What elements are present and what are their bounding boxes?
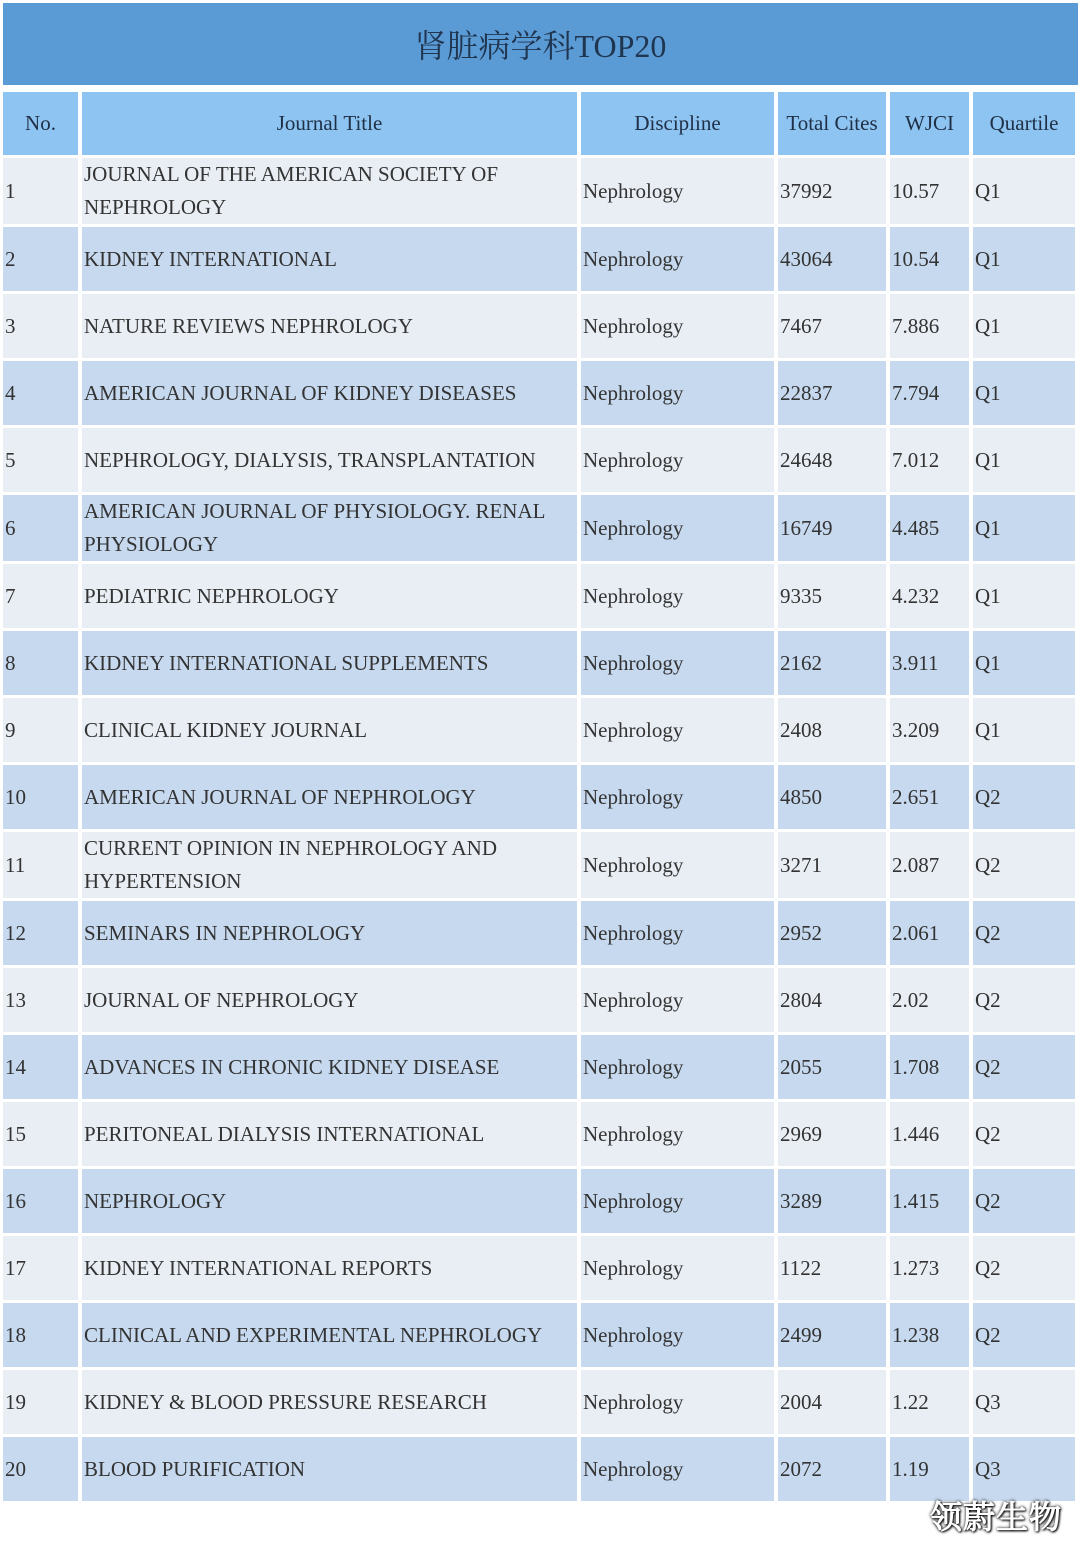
cell-no: 1 [3,158,78,224]
table-row [3,631,1075,695]
cell-wjci: 3.911 [890,631,969,695]
cell-discipline: Nephrology [581,158,774,224]
table-row [3,698,1075,762]
cell-total-cites: 1122 [778,1236,886,1300]
cell-discipline: Nephrology [581,765,774,829]
table-row [3,495,1075,561]
cell-no: 11 [3,832,78,898]
table-row [3,158,1075,224]
table-row [3,1370,1075,1434]
cell-total-cites: 2072 [778,1437,886,1501]
header-journal-title: Journal Title [82,92,577,155]
cell-journal-title: PERITONEAL DIALYSIS INTERNATIONAL [82,1102,577,1166]
cell-total-cites: 3289 [778,1169,886,1233]
cell-journal-title: KIDNEY INTERNATIONAL [82,227,577,291]
cell-no: 12 [3,901,78,965]
cell-wjci: 2.061 [890,901,969,965]
cell-no: 17 [3,1236,78,1300]
table-row [3,968,1075,1032]
cell-journal-title: AMERICAN JOURNAL OF NEPHROLOGY [82,765,577,829]
cell-total-cites: 2004 [778,1370,886,1434]
cell-journal-title: BLOOD PURIFICATION [82,1437,577,1501]
cell-journal-title: SEMINARS IN NEPHROLOGY [82,901,577,965]
cell-discipline: Nephrology [581,294,774,358]
table-row [3,1303,1075,1367]
cell-quartile: Q2 [973,1102,1075,1166]
watermark-text: 领蔚生物 [929,1498,1062,1536]
cell-quartile: Q1 [973,227,1075,291]
cell-journal-title: NEPHROLOGY, DIALYSIS, TRANSPLANTATION [82,428,577,492]
cell-total-cites: 2804 [778,968,886,1032]
cell-discipline: Nephrology [581,1370,774,1434]
cell-discipline: Nephrology [581,495,774,561]
cell-quartile: Q2 [973,1035,1075,1099]
header-wjci: WJCI [890,92,969,155]
table-row [3,1169,1075,1233]
cell-no: 9 [3,698,78,762]
cell-total-cites: 2408 [778,698,886,762]
cell-journal-title: ADVANCES IN CHRONIC KIDNEY DISEASE [82,1035,577,1099]
cell-discipline: Nephrology [581,428,774,492]
cell-discipline: Nephrology [581,1102,774,1166]
header-total-cites: Total Cites [778,92,886,155]
cell-no: 19 [3,1370,78,1434]
cell-quartile: Q1 [973,495,1075,561]
cell-no: 6 [3,495,78,561]
table-row [3,1236,1075,1300]
cell-quartile: Q2 [973,1303,1075,1367]
cell-quartile: Q1 [973,428,1075,492]
cell-wjci: 1.19 [890,1437,969,1501]
cell-wjci: 3.209 [890,698,969,762]
cell-quartile: Q2 [973,968,1075,1032]
cell-total-cites: 2162 [778,631,886,695]
cell-wjci: 1.708 [890,1035,969,1099]
cell-wjci: 10.57 [890,158,969,224]
cell-journal-title: KIDNEY & BLOOD PRESSURE RESEARCH [82,1370,577,1434]
cell-total-cites: 4850 [778,765,886,829]
cell-discipline: Nephrology [581,698,774,762]
cell-no: 5 [3,428,78,492]
cell-quartile: Q2 [973,901,1075,965]
cell-total-cites: 2055 [778,1035,886,1099]
cell-discipline: Nephrology [581,832,774,898]
cell-no: 8 [3,631,78,695]
cell-no: 4 [3,361,78,425]
cell-journal-title: CLINICAL AND EXPERIMENTAL NEPHROLOGY [82,1303,577,1367]
cell-journal-title: NEPHROLOGY [82,1169,577,1233]
cell-no: 18 [3,1303,78,1367]
cell-quartile: Q2 [973,832,1075,898]
cell-discipline: Nephrology [581,361,774,425]
cell-wjci: 2.02 [890,968,969,1032]
cell-total-cites: 9335 [778,564,886,628]
table-header-row [3,92,1075,155]
page-title: 肾脏病学科TOP20 [3,3,1078,85]
cell-journal-title: JOURNAL OF NEPHROLOGY [82,968,577,1032]
table-row [3,901,1075,965]
table-row [3,361,1075,425]
cell-discipline: Nephrology [581,1303,774,1367]
table-row [3,294,1075,358]
cell-wjci: 7.886 [890,294,969,358]
cell-wjci: 1.446 [890,1102,969,1166]
cell-wjci: 1.238 [890,1303,969,1367]
cell-wjci: 7.012 [890,428,969,492]
cell-journal-title: KIDNEY INTERNATIONAL REPORTS [82,1236,577,1300]
cell-quartile: Q3 [973,1437,1075,1501]
cell-total-cites: 24648 [778,428,886,492]
cell-journal-title: AMERICAN JOURNAL OF KIDNEY DISEASES [82,361,577,425]
cell-discipline: Nephrology [581,227,774,291]
table-body [3,158,1075,1501]
cell-quartile: Q1 [973,564,1075,628]
cell-quartile: Q2 [973,1236,1075,1300]
cell-no: 3 [3,294,78,358]
cell-no: 7 [3,564,78,628]
cell-total-cites: 2952 [778,901,886,965]
cell-discipline: Nephrology [581,1236,774,1300]
cell-quartile: Q1 [973,158,1075,224]
cell-journal-title: JOURNAL OF THE AMERICAN SOCIETY OF NEPHROLOGY [82,158,577,224]
cell-total-cites: 22837 [778,361,886,425]
cell-total-cites: 16749 [778,495,886,561]
cell-discipline: Nephrology [581,1169,774,1233]
cell-quartile: Q2 [973,1169,1075,1233]
table-row [3,832,1075,898]
cell-total-cites: 3271 [778,832,886,898]
cell-discipline: Nephrology [581,1437,774,1501]
cell-discipline: Nephrology [581,631,774,695]
table-row [3,564,1075,628]
cell-quartile: Q3 [973,1370,1075,1434]
cell-wjci: 10.54 [890,227,969,291]
cell-quartile: Q1 [973,361,1075,425]
cell-no: 14 [3,1035,78,1099]
cell-total-cites: 2499 [778,1303,886,1367]
journal-table [0,89,1079,1504]
cell-wjci: 1.415 [890,1169,969,1233]
cell-wjci: 7.794 [890,361,969,425]
cell-wjci: 1.22 [890,1370,969,1434]
table-row [3,1035,1075,1099]
header-quartile: Quartile [973,92,1075,155]
cell-total-cites: 2969 [778,1102,886,1166]
cell-no: 16 [3,1169,78,1233]
cell-wjci: 1.273 [890,1236,969,1300]
cell-quartile: Q1 [973,631,1075,695]
cell-no: 2 [3,227,78,291]
cell-discipline: Nephrology [581,968,774,1032]
header-no: No. [3,92,78,155]
cell-journal-title: NATURE REVIEWS NEPHROLOGY [82,294,577,358]
cell-journal-title: AMERICAN JOURNAL OF PHYSIOLOGY. RENAL PHYSIOLOGY [82,495,577,561]
cell-wjci: 2.087 [890,832,969,898]
cell-discipline: Nephrology [581,901,774,965]
cell-total-cites: 37992 [778,158,886,224]
cell-total-cites: 43064 [778,227,886,291]
cell-quartile: Q2 [973,765,1075,829]
cell-quartile: Q1 [973,698,1075,762]
cell-wjci: 4.485 [890,495,969,561]
table-row [3,1102,1075,1166]
cell-wjci: 4.232 [890,564,969,628]
table-row [3,428,1075,492]
cell-no: 15 [3,1102,78,1166]
cell-no: 13 [3,968,78,1032]
header-discipline: Discipline [581,92,774,155]
cell-discipline: Nephrology [581,564,774,628]
cell-total-cites: 7467 [778,294,886,358]
cell-wjci: 2.651 [890,765,969,829]
cell-no: 10 [3,765,78,829]
cell-no: 20 [3,1437,78,1501]
cell-journal-title: CLINICAL KIDNEY JOURNAL [82,698,577,762]
table-row [3,765,1075,829]
cell-journal-title: PEDIATRIC NEPHROLOGY [82,564,577,628]
cell-quartile: Q1 [973,294,1075,358]
cell-discipline: Nephrology [581,1035,774,1099]
cell-journal-title: KIDNEY INTERNATIONAL SUPPLEMENTS [82,631,577,695]
cell-journal-title: CURRENT OPINION IN NEPHROLOGY AND HYPERTENSION [82,832,577,898]
table-row [3,1437,1075,1501]
table-row [3,227,1075,291]
